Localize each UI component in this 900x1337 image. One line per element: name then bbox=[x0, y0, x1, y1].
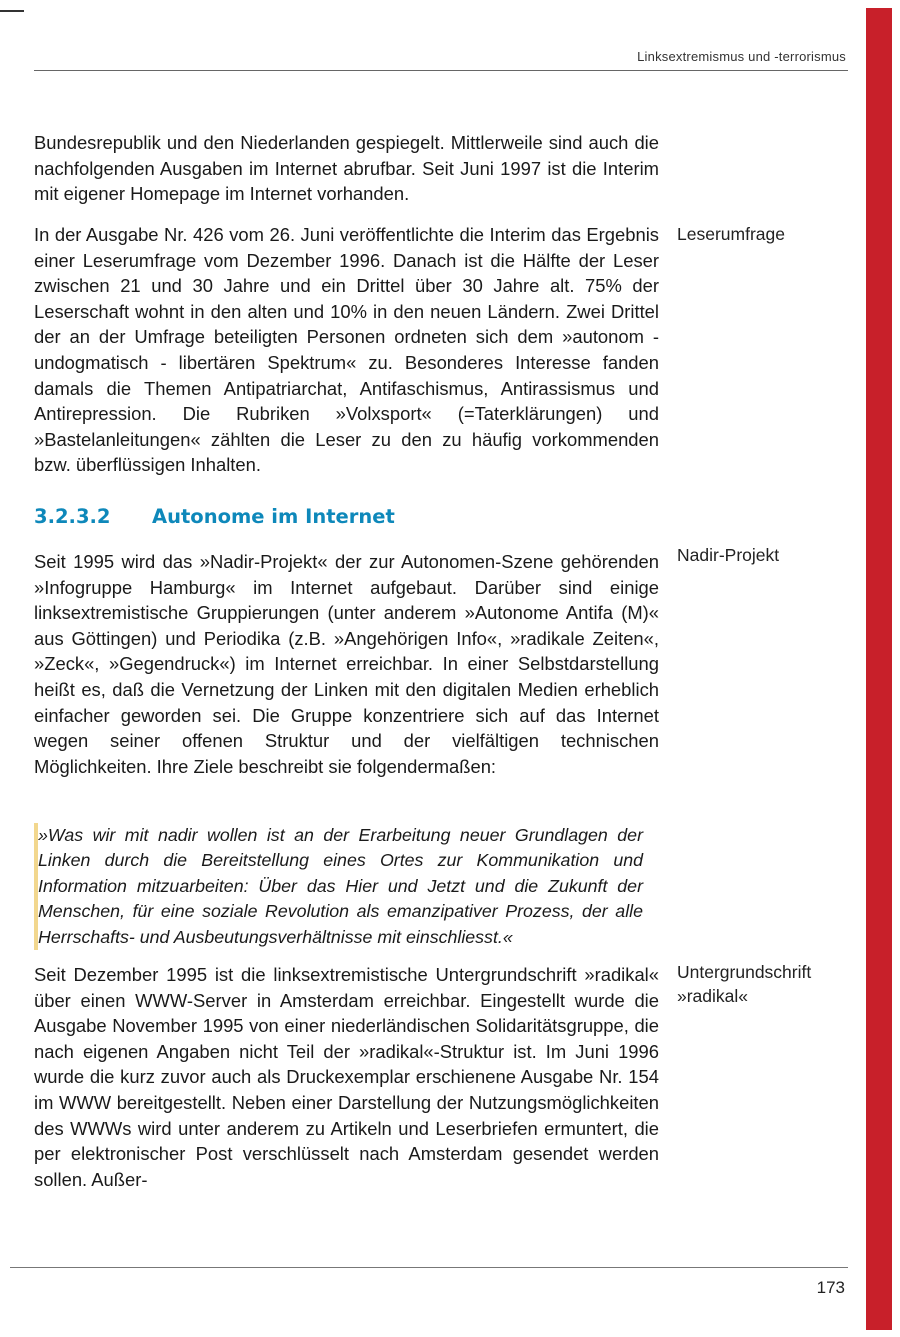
section-heading bbox=[34, 505, 395, 528]
crop-mark bbox=[0, 10, 24, 12]
chapter-color-bar bbox=[866, 8, 892, 1330]
paragraph-text: In der Ausgabe Nr. 426 vom 26. Juni veröffentlichte die Interim das Ergebnis einer Leserumfrage vom Dezember 1996. Danach ist die Hälfte der Leser zwischen 21 und 30 Jahre und ein Drittel über 30 Jahre alt. 75% der Leserschaft wohnt in den alten und 10% in den neuen Ländern. Zwei Drittel der an der Umfrage beteiligten Personen ordneten sich dem »autonom - undogmatisch - libertären Spektrum« zu. Besonderes Interesse fanden damals die Themen Antipatriarchat, Antifaschismus, Antirassismus und Antirepression. Die Rubriken »Volxsport« (=Taterklärungen) und »Bastelanleitungen« zählten die Leser zu den zu häufig vorkommenden bzw. überflüssigen Inhalten. bbox=[34, 224, 659, 476]
section-number: 3.2.3.2 bbox=[34, 505, 111, 528]
running-header: Linksextremismus und -terrorismus bbox=[637, 49, 846, 64]
paragraph-4 bbox=[34, 962, 659, 1192]
section-title: Autonome im Internet bbox=[152, 505, 395, 528]
margin-note-leserumfrage: Leserumfrage bbox=[677, 224, 785, 244]
paragraph-3 bbox=[34, 549, 659, 779]
page-number: 173 bbox=[816, 1278, 845, 1297]
margin-note-untergrundschrift: Untergrundschrift »radikal« bbox=[677, 962, 812, 1006]
margin-note-nadir-projekt: Nadir-Projekt bbox=[677, 545, 780, 565]
paragraph-text: Seit Dezember 1995 ist die linksextremistische Untergrundschrift »radikal« über einen WWW-Server in Amsterdam erreichbar. Eingestellt wurde die Ausgabe November 1995 von einer niederländischen Solidaritätsgruppe, die nach eigenen Angaben nicht Teil der »radikal«-Struktur ist. Im Juni 1996 wurde die kurz zuvor auch als Druckexemplar erschienene Ausgabe Nr. 154 im WWW bereitgestellt. Neben einer Darstellung der Nutzungsmöglichkeiten des WWWs wird unter anderem zu Artikeln und Leserbriefen ermuntert, die per elektronischer Post verschlüsselt nach Amsterdam gesendet werden sollen. Außer- bbox=[34, 964, 659, 1190]
paragraph-text: Bundesrepublik und den Niederlanden gespiegelt. Mittlerweile sind auch die nachfolgenden Ausgaben im Internet abrufbar. Seit Juni 1997 ist die Interim mit eigener Homepage im Internet vorhanden. bbox=[34, 132, 659, 205]
footer-rule bbox=[10, 1267, 848, 1268]
block-quote: »Was wir mit nadir wollen ist an der Erarbeitung neuer Grundlagen der Linken durch die Bereitstellung eines Ortes zur Kommunikation und Information mitzuarbeiten: Über das Hier und Jetzt und die Zukunft der Menschen, für eine soziale Revolution als emanzipativer Prozess, der alle Herrschafts- und Ausbeutungsverhältnisse mit einschliesst.« bbox=[34, 823, 643, 950]
paragraph-text: Seit 1995 wird das »Nadir-Projekt« der zur Autonomen-Szene gehörenden »Infogruppe Hamburg« im Internet aufgebaut. Darüber sind einige linksextremistische Gruppierungen (unter anderem »Autonome Antifa (M)« aus Göttingen) und Periodika (z.B. »Angehörigen Info«, »radikale Zeiten«, »Zeck«, »Gegendruck«) im Internet erreichbar. In einer Selbstdarstellung heißt es, daß die Vernetzung der Linken mit den digitalen Medien erheblich einfacher geworden sei. Die Gruppe konzentriere sich auf das Internet wegen seiner offenen Struktur und der vielfältigen technischen Möglichkeiten. Ihre Ziele beschreibt sie folgendermaßen: bbox=[34, 551, 659, 777]
header-rule bbox=[34, 70, 848, 71]
paragraph-2 bbox=[34, 222, 659, 478]
paragraph-1 bbox=[34, 130, 659, 207]
